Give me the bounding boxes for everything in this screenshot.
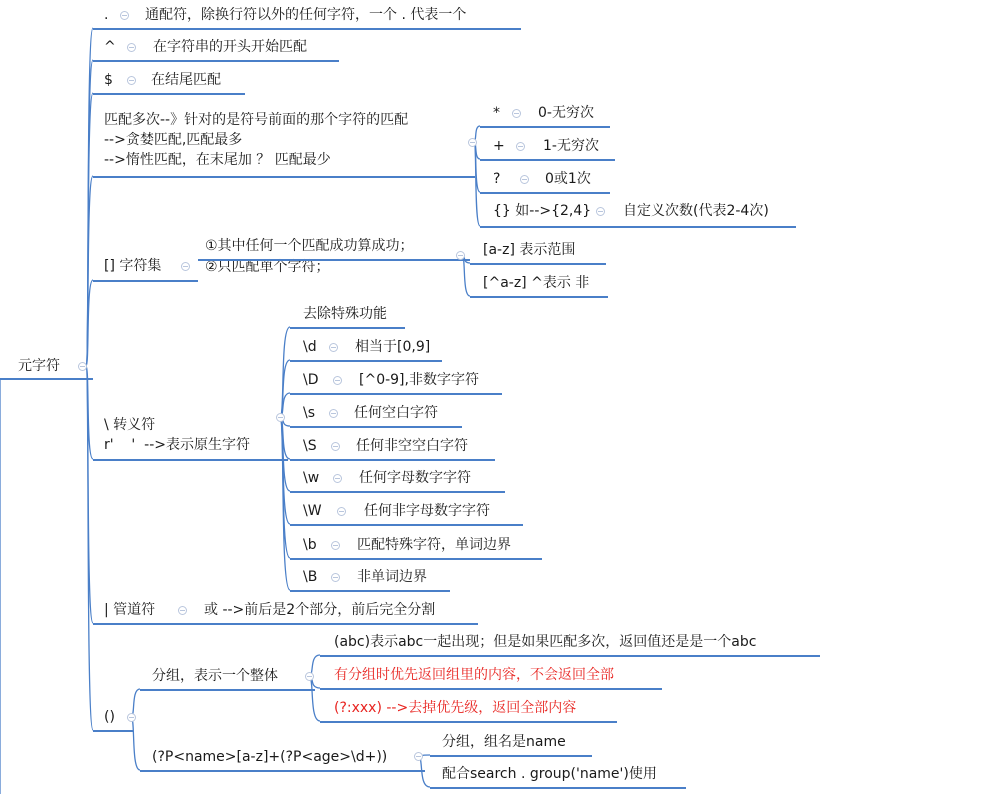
quantifier-star-underline [480, 126, 610, 128]
quantifier-star-label[interactable]: * [493, 105, 500, 121]
B-collapse-icon[interactable] [331, 573, 340, 582]
quantifier-question-underline [480, 192, 610, 194]
escape-B-label[interactable]: \B [303, 569, 318, 585]
group-whole-link-2 [309, 676, 320, 721]
branch-pipe-desc[interactable]: 或 -->前后是2个部分，前后完全分割 [204, 602, 436, 618]
charset-range-label[interactable]: [a-z] 表示范围 [483, 242, 576, 258]
brace-collapse-icon[interactable] [596, 207, 605, 216]
escape-item-underline-1 [290, 360, 442, 362]
escape-b-label[interactable]: \b [303, 537, 317, 553]
escape-S-desc[interactable]: 任何非空空白字符 [356, 438, 468, 454]
escape-item-underline-6 [290, 524, 523, 526]
b-collapse-icon[interactable] [331, 541, 340, 550]
D-collapse-icon[interactable] [333, 376, 342, 385]
charset-negate-label[interactable]: [^a-z] ^表示 非 [483, 275, 590, 291]
star-collapse-icon[interactable] [512, 109, 521, 118]
quantifier-brace-label[interactable]: {} 如-->{2,4} [493, 203, 592, 219]
charset-note-underline [198, 259, 470, 261]
group-collapse-icon[interactable] [127, 713, 136, 722]
escape-item-underline-3 [290, 426, 462, 428]
escape-S-label[interactable]: \S [303, 438, 317, 454]
branch-group-underline [93, 730, 133, 732]
group-whole-item-1[interactable]: (abc)表示abc一起出现；但是如果匹配多次，返回值还是是一个abc [334, 634, 757, 650]
S-collapse-icon[interactable] [331, 442, 340, 451]
group-whole-item-3[interactable]: (?:xxx) -->去掉优先级，返回全部内容 [334, 700, 577, 716]
branch-charset-note[interactable]: ①其中任何一个匹配成功算成功； ②只匹配单个字符； [205, 238, 414, 275]
escape-w-desc[interactable]: 任何字母数字字符 [359, 470, 471, 486]
w-collapse-icon[interactable] [333, 474, 342, 483]
group-named-item-2-underline [430, 787, 686, 789]
branch-repeat-label[interactable]: 匹配多次--》针对的是符号前面的那个字符的匹配 -->贪婪匹配,匹配最多 -->惰性匹配，在末尾加 ？ 匹配最少 [104, 112, 409, 168]
branch-group-label[interactable]: () [104, 709, 115, 725]
branch-dot-desc[interactable]: 通配符，除换行符以外的任何字符，一个 . 代表一个 [145, 7, 467, 23]
charset-collapse-icon[interactable] [181, 262, 190, 271]
quantifier-star-desc[interactable]: 0-无穷次 [538, 105, 594, 121]
root-collapse-icon[interactable] [78, 362, 87, 371]
branch-charset-label[interactable]: [] 字符集 [104, 258, 162, 274]
branch-dollar-label[interactable]: $ [104, 72, 113, 88]
group-named-label[interactable]: (?P<name>[a-z]+(?P<age>\d+)) [152, 749, 388, 765]
branch-escape-label[interactable]: \ 转义符 r' ' -->表示原生字符 [104, 417, 250, 453]
escape-W-desc[interactable]: 任何非字母数字字符 [364, 503, 490, 519]
group-named-collapse-icon[interactable] [414, 752, 423, 761]
quantifier-question-desc[interactable]: 0或1次 [545, 171, 591, 187]
escape-D-desc[interactable]: [^0-9],非数字字符 [359, 372, 479, 388]
group-whole-underline [140, 689, 315, 691]
repeat-collapse-icon[interactable] [468, 138, 477, 147]
group-whole-item-3-underline [320, 721, 617, 723]
root-link-3 [86, 176, 93, 366]
quantifier-brace-underline [480, 226, 796, 228]
quantifier-plus-desc[interactable]: 1-无穷次 [543, 138, 599, 154]
escape-s-desc[interactable]: 任何空白字符 [354, 405, 438, 421]
branch-caret-desc[interactable]: 在字符串的开头开始匹配 [153, 39, 307, 55]
question-collapse-icon[interactable] [520, 175, 529, 184]
root-link-7 [86, 366, 93, 730]
group-whole-item-1-underline [320, 655, 820, 657]
escape-d-desc[interactable]: 相当于[0,9] [355, 339, 431, 355]
root-node-label[interactable]: 元字符 [18, 358, 60, 374]
group-named-item-1-underline [430, 755, 592, 757]
group-whole-label[interactable]: 分组，表示一个整体 [152, 668, 278, 684]
caret-collapse-icon[interactable] [127, 43, 136, 52]
charset-range-underline [470, 263, 606, 265]
branch-repeat-underline [93, 176, 475, 178]
escape-d-label[interactable]: \d [303, 339, 317, 355]
branch-dollar-underline [93, 93, 245, 95]
group-whole-collapse-icon[interactable] [305, 672, 314, 681]
branch-caret-label[interactable]: ^ [104, 39, 116, 55]
escape-item-underline-5 [290, 491, 505, 493]
quantifier-brace-desc[interactable]: 自定义次数(代表2-4次) [623, 203, 769, 219]
branch-dot-underline [93, 28, 521, 30]
plus-collapse-icon[interactable] [516, 142, 525, 151]
group-named-item-1[interactable]: 分组，组名是name [442, 734, 566, 750]
escape-s-label[interactable]: \s [303, 405, 316, 421]
pipe-collapse-icon[interactable] [178, 606, 187, 615]
dot-collapse-icon[interactable] [120, 11, 129, 20]
branch-dot-label[interactable]: . [104, 7, 109, 23]
escape-B-desc[interactable]: 非单词边界 [357, 569, 427, 585]
s-collapse-icon[interactable] [329, 409, 338, 418]
branch-dollar-desc[interactable]: 在结尾匹配 [151, 72, 221, 88]
escape-item-underline-4 [290, 459, 495, 461]
group-named-underline [140, 770, 425, 772]
group-whole-item-2-underline [320, 688, 662, 690]
branch-caret-underline [93, 60, 339, 62]
branch-pipe-underline [93, 623, 478, 625]
branch-pipe-label[interactable]: | 管道符 [104, 602, 156, 618]
escape-W-label[interactable]: \W [303, 503, 322, 519]
dollar-collapse-icon[interactable] [127, 76, 136, 85]
escape-item-underline-7 [290, 558, 542, 560]
escape-item-underline-8 [290, 590, 450, 592]
d-collapse-icon[interactable] [329, 343, 338, 352]
escape-b-desc[interactable]: 匹配特殊字符，单词边界 [357, 537, 511, 553]
W-collapse-icon[interactable] [337, 507, 346, 516]
escape-collapse-icon[interactable] [276, 413, 285, 422]
branch-charset-underline [93, 280, 198, 282]
escape-item-underline-0 [290, 327, 405, 329]
group-whole-item-2[interactable]: 有分组时优先返回组里的内容，不会返回全部 [334, 667, 614, 683]
group-link-1 [131, 717, 140, 770]
branch-escape-underline [93, 459, 288, 461]
quantifier-plus-underline [480, 159, 615, 161]
group-named-item-2[interactable]: 配合search . group('name')使用 [442, 766, 657, 782]
root-underline [0, 378, 93, 380]
quantifier-question-label[interactable]: ? [493, 171, 501, 187]
escape-item-underline-2 [290, 393, 502, 395]
charset-negate-underline [470, 296, 608, 298]
quantifier-plus-label[interactable]: + [493, 138, 505, 154]
escape-w-label[interactable]: \w [303, 470, 320, 486]
escape-remove-special[interactable]: 去除特殊功能 [303, 306, 387, 322]
escape-D-label[interactable]: \D [303, 372, 319, 388]
charset-note-collapse-icon[interactable] [456, 251, 465, 260]
